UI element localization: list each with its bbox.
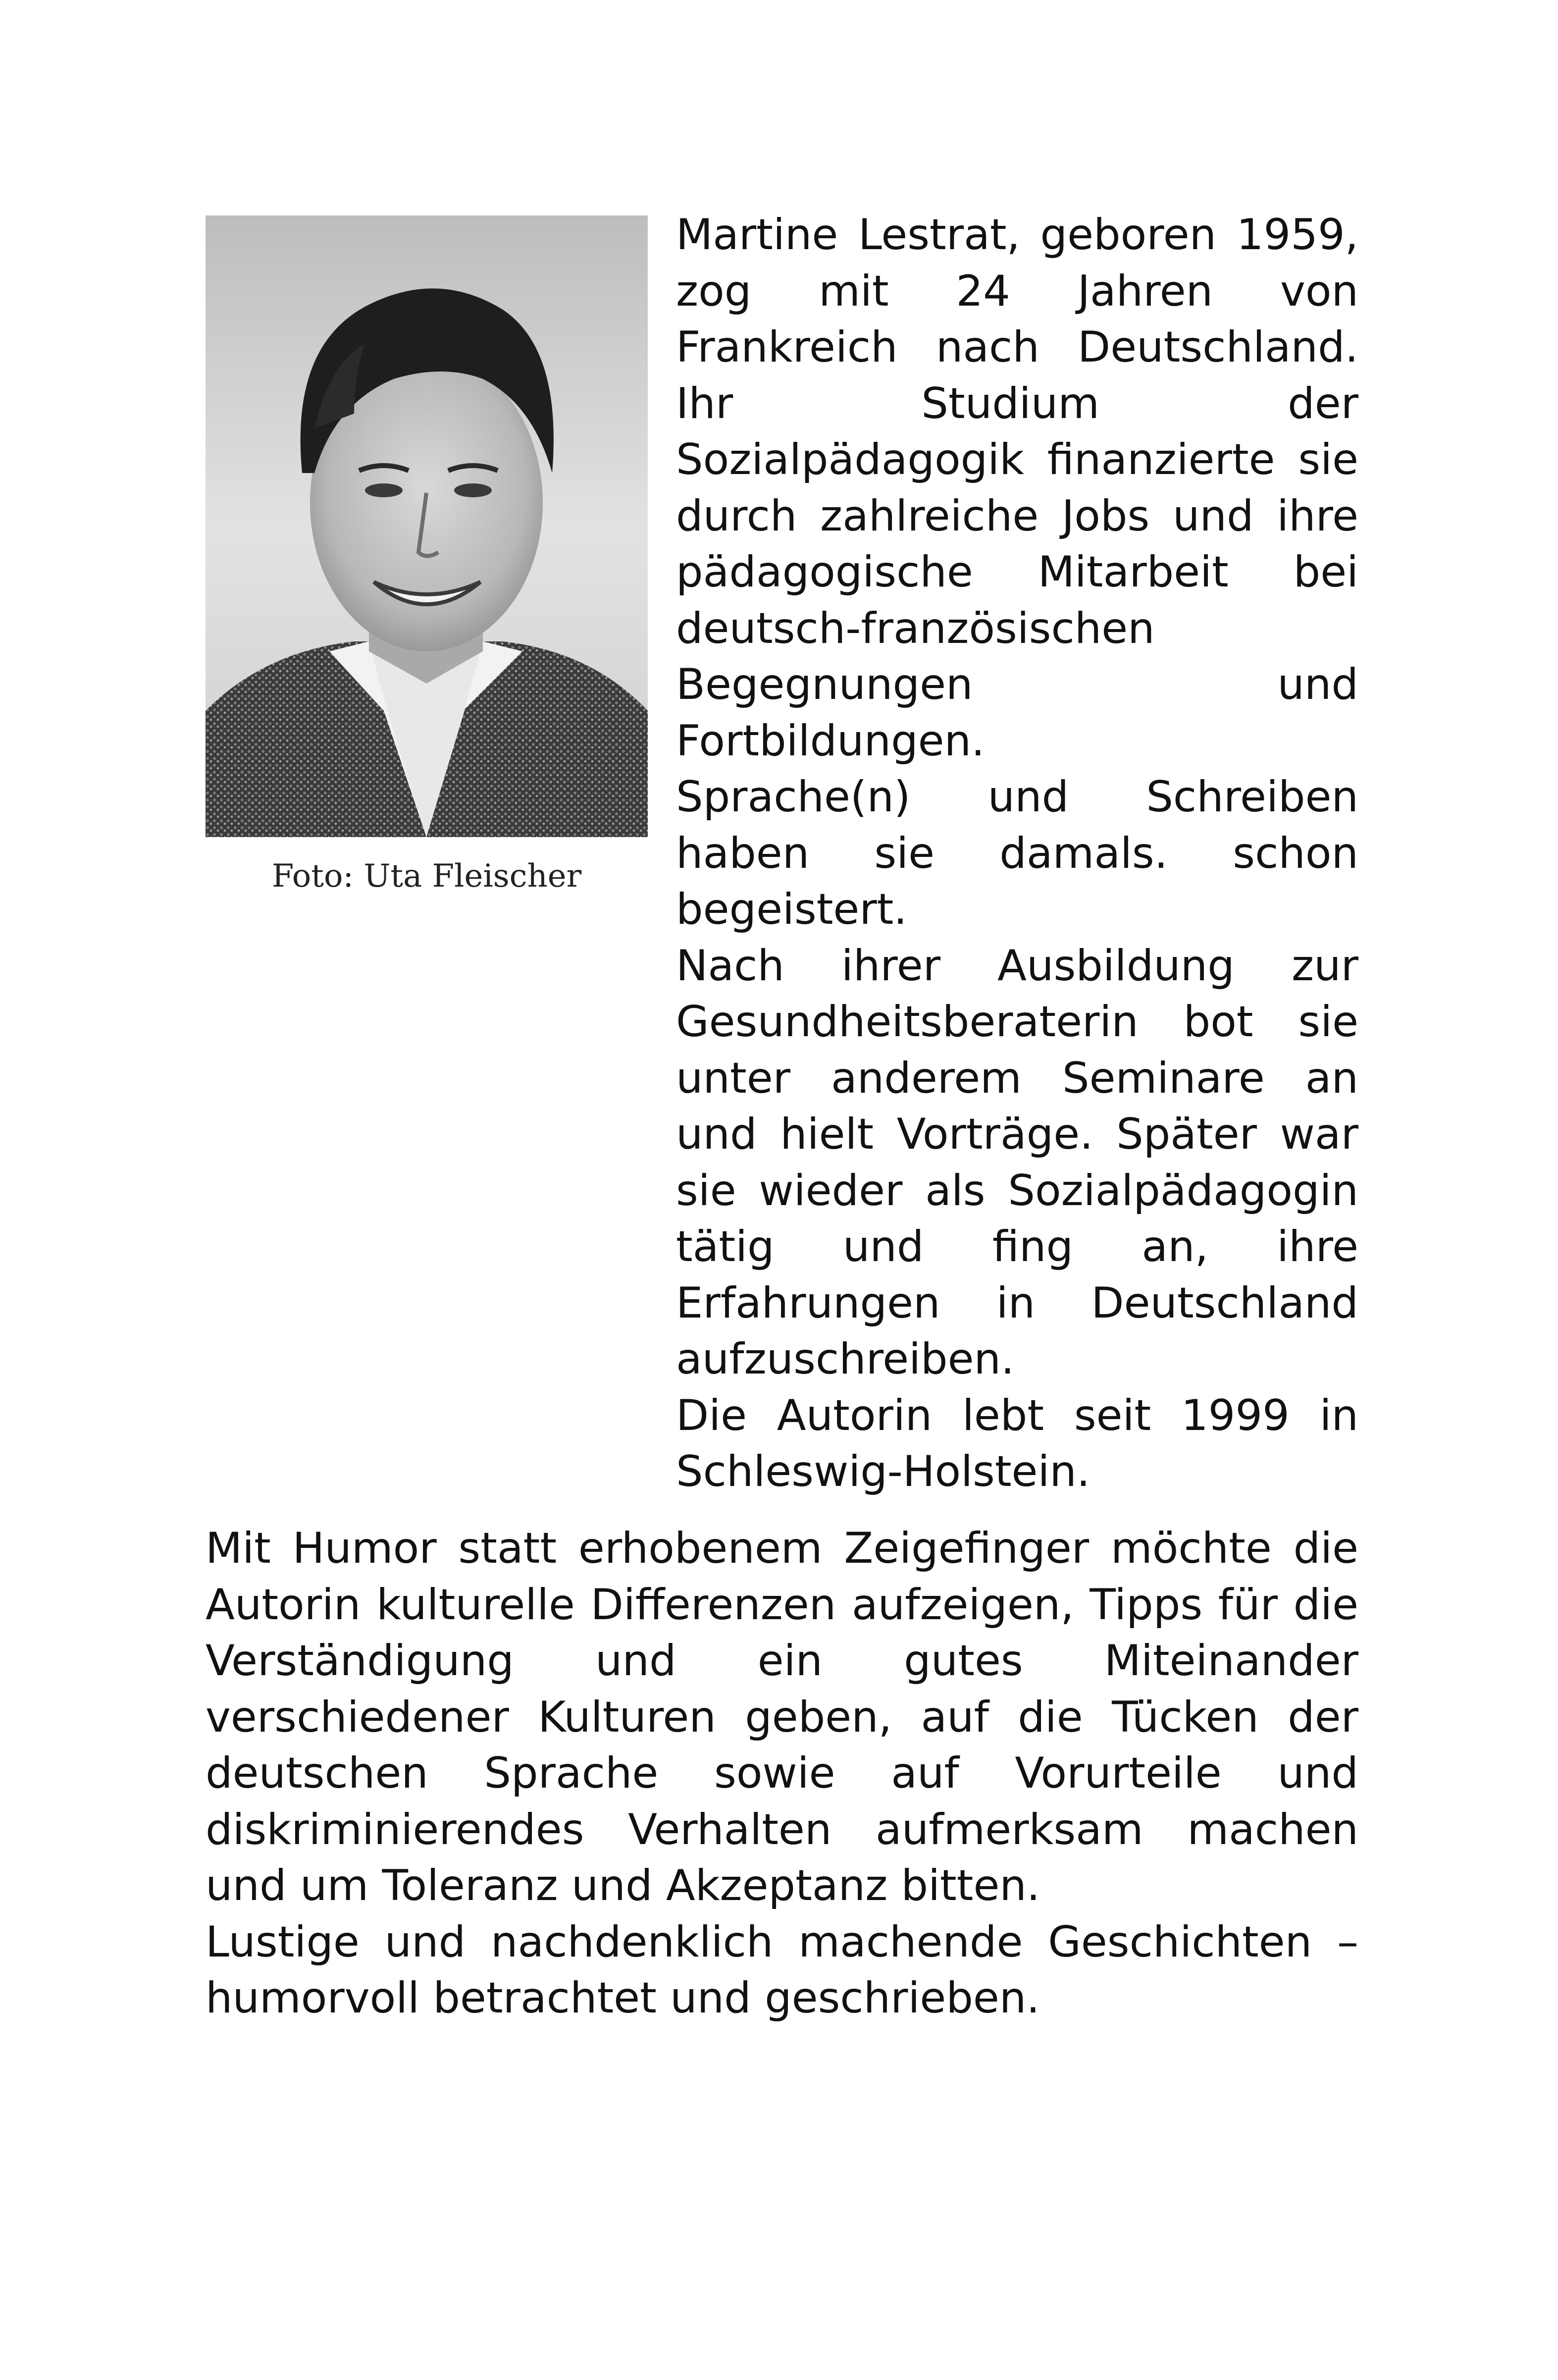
- author-bio: [676, 207, 1358, 1500]
- portrait-photo-icon: [206, 215, 648, 837]
- blurb-paragraph: Mit Humor statt erhobenem Zeigefinger möchte die Autorin kulturelle Differenzen aufzeigen, Tipps für die Verständigung und ein gutes Miteinander verschiedener Kulturen geben, auf die Tücken der deutschen Sprache sowie auf Vorurteile und diskriminierendes Verhalten aufmerksam machen und um Toleranz und Akzeptanz bitten.: [206, 1524, 1358, 1910]
- book-blurb: [206, 1521, 1358, 2027]
- author-photo: [206, 215, 648, 837]
- bio-paragraph: Nach ihrer Ausbildung zur Gesundheitsberaterin bot sie unter anderem Seminare an und hielt Vorträge. Später war sie wieder als Sozialpädagogin tätig und fing an, ihre Erfahrungen in Deutschland aufzuschreiben.: [676, 941, 1358, 1384]
- bio-paragraph: Die Autorin lebt seit 1999 in Schleswig-Holstein.: [676, 1390, 1358, 1496]
- bio-paragraph: Sprache(n) und Schreiben haben sie damals. schon begeistert.: [676, 772, 1358, 934]
- photo-caption: Foto: Uta Fleischer: [271, 858, 582, 895]
- blurb-paragraph: Lustige und nachdenklich machende Geschichten – humorvoll betrachtet und geschrieben.: [206, 1917, 1358, 2023]
- bio-paragraph: Martine Lestrat, geboren 1959, zog mit 24 Jahren von Frankreich nach Deutschland. Ihr Studium der Sozialpädagogik finanzierte sie durch zahlreiche Jobs und ihre pädagogische Mitarbeit bei deutsch-französischen Begegnungen und Fortbildungen.: [676, 210, 1358, 766]
